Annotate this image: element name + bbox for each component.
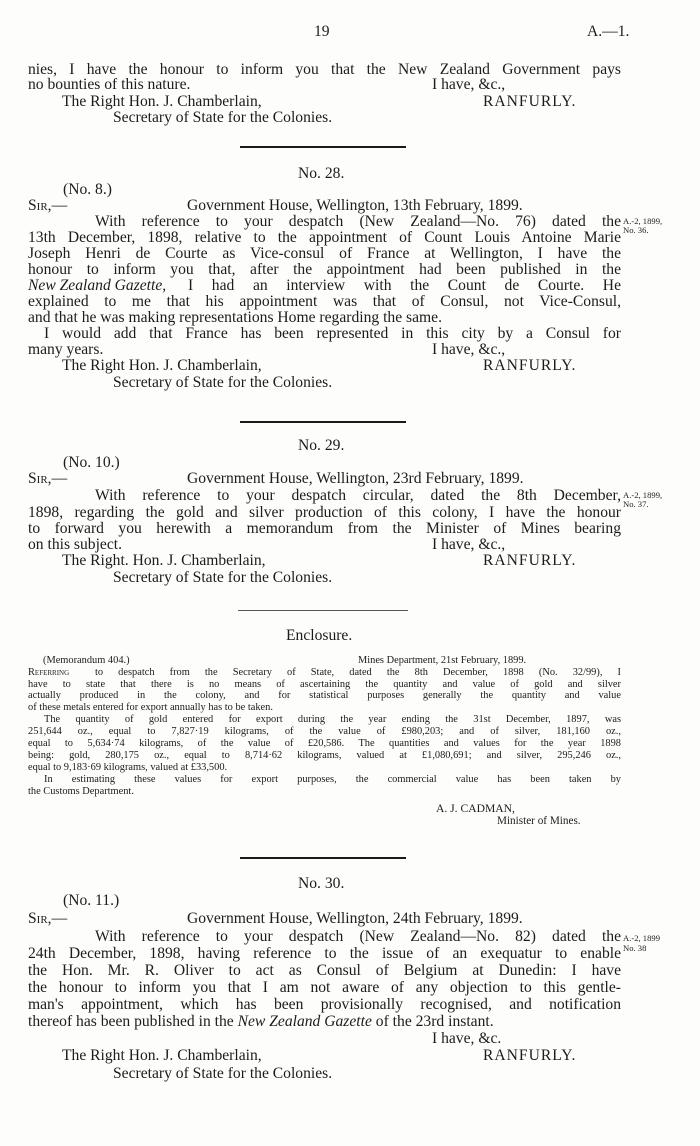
- text-line: 24th December, 1898, having reference to the issue of an exequatur to enable: [28, 945, 621, 962]
- text-line: With reference to your despatch (New Zealand—No. 82) dated the: [95, 928, 621, 945]
- text-fragment: I had an interview with the Count de Courte. He: [188, 277, 621, 294]
- memo-line: the Customs Department.: [28, 786, 134, 797]
- addressee-title: Secretary of State for the Colonies.: [113, 1065, 333, 1082]
- text-line: 13th December, 1898, relative to the appointment of Count Louis Antoine Marie: [28, 229, 621, 246]
- margin-note: No. 36.: [623, 225, 649, 235]
- section-divider: [240, 857, 406, 859]
- margin-note: A.-2, 1899: [623, 933, 660, 943]
- page-number: 19: [314, 23, 330, 40]
- closing-have: I have, &c.,: [432, 536, 506, 553]
- place-date: Government House, Wellington, 13th February, 1899.: [187, 197, 523, 214]
- text-line: honour to inform you that, after the appointment had been published in the: [28, 261, 621, 278]
- memo-line: The quantity of gold entered for export during the year ending the 31st December, 1897, was: [44, 714, 621, 725]
- margin-note: No. 37.: [623, 499, 649, 509]
- gazette-title: New Zealand Gazette,: [28, 277, 167, 294]
- text-line: no bounties of this nature.: [28, 76, 191, 93]
- text-fragment: of the 23rd instant.: [375, 1013, 494, 1030]
- memo-dept-date: Mines Department, 21st February, 1899.: [358, 655, 527, 666]
- memo-line: [28, 667, 621, 678]
- text-line: on this subject.: [28, 536, 122, 553]
- memo-line: In estimating these values for export purposes, the commercial value has been taken by: [44, 774, 621, 785]
- text-fragment: thereof has been published in the: [28, 1013, 234, 1030]
- addressee: The Right Hon. J. Chamberlain,: [62, 357, 262, 374]
- addressee: The Right Hon. J. Chamberlain,: [62, 93, 262, 110]
- text-line: to forward you herewith a memorandum from the Minister of Mines bearing: [28, 520, 621, 537]
- memo-first-word: Referring: [28, 667, 70, 678]
- text-line: man's appointment, which has been provisionally recognised, and notification: [28, 996, 621, 1013]
- signature: RANFURLY.: [483, 1047, 577, 1064]
- despatch-ref: (No. 8.): [63, 181, 112, 198]
- salutation: Sir,—: [28, 470, 68, 487]
- memo-line: equal to 9,183·69 kilograms, valued at £33,500.: [28, 762, 228, 773]
- enclosure-heading: Enclosure.: [286, 627, 353, 644]
- addressee: The Right Hon. J. Chamberlain,: [62, 1047, 262, 1064]
- addressee-title: Secretary of State for the Colonies.: [113, 569, 333, 586]
- memo-line: actually produced in the colony, and for statistical purposes generally the quantity and value: [28, 690, 621, 701]
- signature: RANFURLY.: [483, 552, 577, 569]
- signature: RANFURLY.: [483, 357, 577, 374]
- text-line: 1898, regarding the gold and silver production of this colony, I have the honour: [28, 504, 621, 521]
- text-fragment: to despatch from the Secretary of State, dated the 8th December, 1898 (No. 32/99), I: [95, 667, 621, 678]
- margin-note: A.-2, 1899,: [623, 216, 663, 226]
- letter-number: No. 28.: [298, 165, 345, 182]
- salutation: Sir,—: [28, 910, 68, 927]
- text-line: explained to me that his appointment was that of Consul, not Vice-Consul,: [28, 293, 621, 310]
- letter-number: No. 29.: [298, 437, 345, 454]
- closing-have: I have, &c.,: [432, 341, 506, 358]
- section-divider: [240, 421, 406, 423]
- salutation: Sir,—: [28, 197, 68, 214]
- document-reference: A.—1.: [587, 23, 630, 40]
- despatch-ref: (No. 11.): [63, 892, 120, 909]
- memo-line: being: gold, 280,175 oz., equal to 8,714·62 kilograms, valued at £1,080,691; and silver, 295,246 oz.,: [28, 750, 621, 761]
- memo-signer-title: Minister of Mines.: [497, 815, 581, 827]
- margin-note: No. 38: [623, 943, 647, 953]
- text-line: With reference to your despatch circular, dated the 8th December,: [95, 487, 621, 504]
- text-line: the honour to inform you that I am not aware of any objection to this gentle-: [28, 979, 621, 996]
- addressee: The Right. Hon. J. Chamberlain,: [62, 552, 266, 569]
- place-date: Government House, Wellington, 24th February, 1899.: [187, 910, 523, 927]
- addressee-title: Secretary of State for the Colonies.: [113, 374, 333, 391]
- memo-number: (Memorandum 404.): [43, 655, 130, 666]
- text-line: With reference to your despatch (New Zealand—No. 76) dated the: [95, 213, 621, 230]
- text-line: I would add that France has been represented in this city by a Consul for: [44, 325, 621, 342]
- text-line: and that he was making representations Home regarding the same.: [28, 309, 442, 326]
- section-divider: [240, 146, 406, 148]
- memo-line: of these metals entered for export annually has to be taken.: [28, 702, 273, 713]
- addressee-title: Secretary of State for the Colonies.: [113, 109, 333, 126]
- text-line: [28, 1014, 494, 1030]
- margin-note: A.-2, 1899,: [623, 490, 663, 500]
- text-line: nies, I have the honour to inform you that the New Zealand Government pays: [28, 61, 621, 78]
- signature: RANFURLY.: [483, 93, 577, 110]
- memo-signer: A. J. CADMAN,: [436, 802, 515, 815]
- letter-number: No. 30.: [298, 875, 345, 892]
- text-line: many years.: [28, 341, 104, 358]
- memo-line: equal to 5,634·74 kilograms, of the value of £20,586. The quantities and values for the year 1898: [28, 738, 621, 749]
- despatch-ref: (No. 10.): [63, 454, 120, 471]
- memo-line: 251,644 oz., equal to 7,827·19 kilograms, of the value of £980,203; and of silver, 181,160 oz.,: [28, 726, 621, 737]
- place-date: Government House, Wellington, 23rd February, 1899.: [187, 470, 524, 487]
- gazette-title: New Zealand Gazette: [237, 1013, 372, 1030]
- enclosure-divider: [238, 610, 408, 611]
- closing-have: I have, &c.,: [432, 76, 506, 93]
- memo-line: have to state that there is no means of ascertaining the quantity and value of gold and silver: [28, 679, 621, 690]
- text-line: the Hon. Mr. R. Oliver to act as Consul of Belgium at Dunedin: I have: [28, 962, 621, 979]
- text-line: Joseph Henri de Courte as Vice-consul of France at Wellington, I have the: [28, 245, 621, 262]
- text-line: [28, 278, 621, 294]
- closing-have: I have, &c.: [432, 1030, 502, 1047]
